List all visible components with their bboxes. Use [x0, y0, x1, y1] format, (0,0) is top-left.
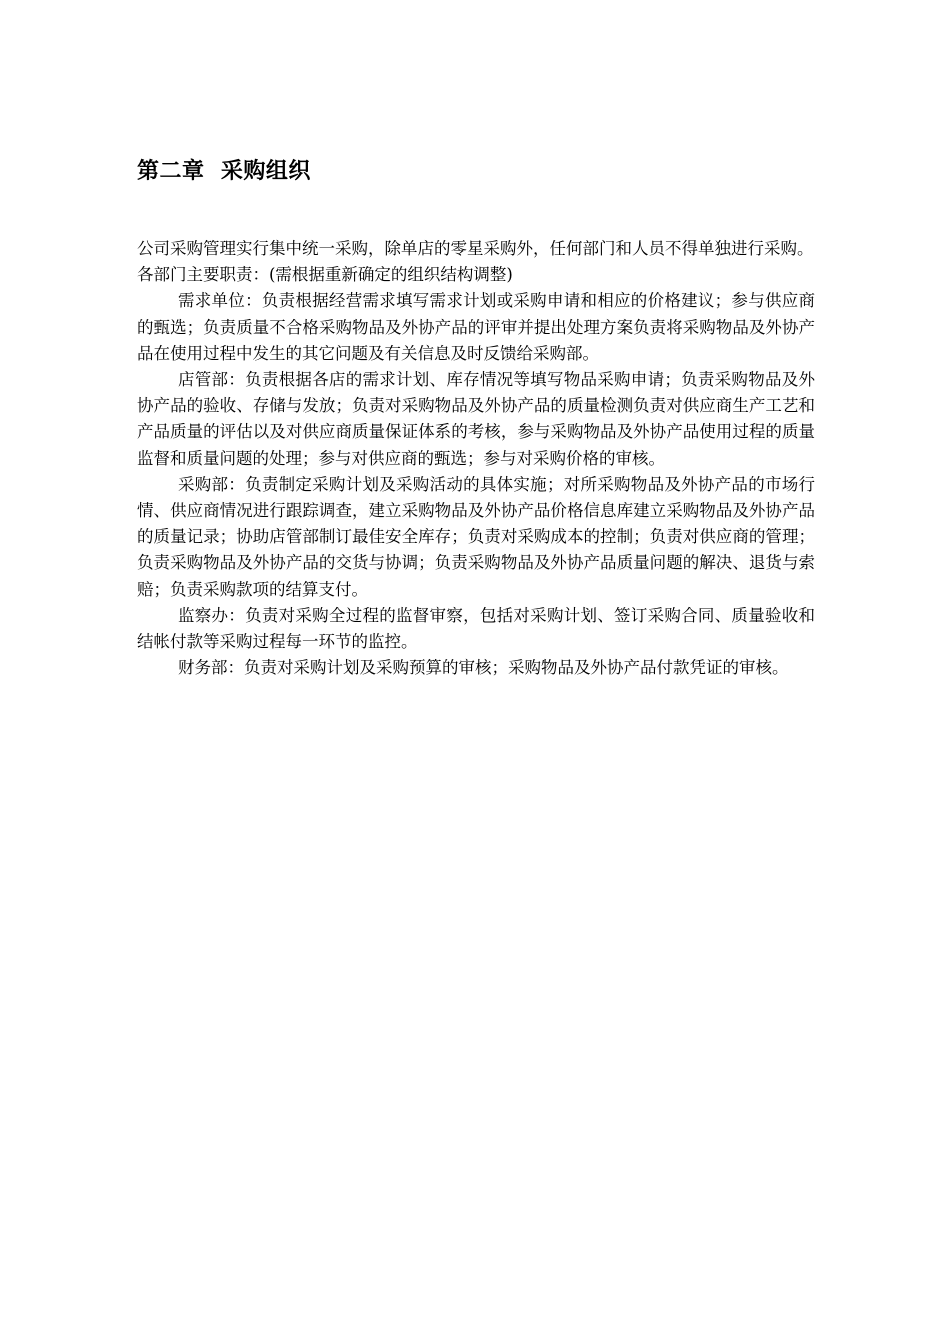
paragraph-store-management: 店管部：负责根据各店的需求计划、库存情况等填写物品采购申请；负责采购物品及外协产品的验收、存储与发放；负责对采购物品及外协产品的质量检测负责对供应商生产工艺和产品质量的评估以及对供应商质量保证体系的考核，参与采购物品及外协产品使用过程的质量监督和质量问题的处理；参与对供应商的甄选；参与对采购价格的审核。 — [137, 370, 815, 468]
intro-paragraph: 公司采购管理实行集中统一采购，除单店的零星采购外，任何部门和人员不得单独进行采购。 — [137, 239, 814, 258]
chapter-title: 第二章 采购组织 — [137, 159, 311, 184]
paragraph-demand-unit: 需求单位：负责根据经营需求填写需求计划或采购申请和相应的价格建议；参与供应商的甄选；负责质量不合格采购物品及外协产品的评审并提出处理方案负责将采购物品及外协产品在使用过程中发生的其它问题及有关信息及时反馈给采购部。 — [137, 291, 815, 363]
paragraph-finance-dept: 财务部：负责对采购计划及采购预算的审核；采购物品及外协产品付款凭证的审核。 — [178, 658, 789, 678]
paragraph-procurement-dept: 采购部：负责制定采购计划及采购活动的具体实施；对所采购物品及外协产品的市场行情、供应商情况进行跟踪调查，建立采购物品及外协产品价格信息库建立采购物品及外协产品的质量记录；协助店管部制订最佳安全库存；负责对采购成本的控制；负责对供应商的管理；负责采购物品及外协产品的交货与协调；负责采购物品及外协产品质量问题的解决、退货与索赔；负责采购款项的结算支付。 — [137, 474, 815, 599]
paragraph-supervision-office: 监察办：负责对采购全过程的监督审察，包括对采购计划、签订采购合同、质量验收和结帐付款等采购过程每一环节的监控。 — [137, 605, 815, 652]
chapter-body — [137, 236, 815, 681]
responsibilities-heading: 各部门主要职责：(需根据重新确定的组织结构调整) — [137, 265, 513, 285]
